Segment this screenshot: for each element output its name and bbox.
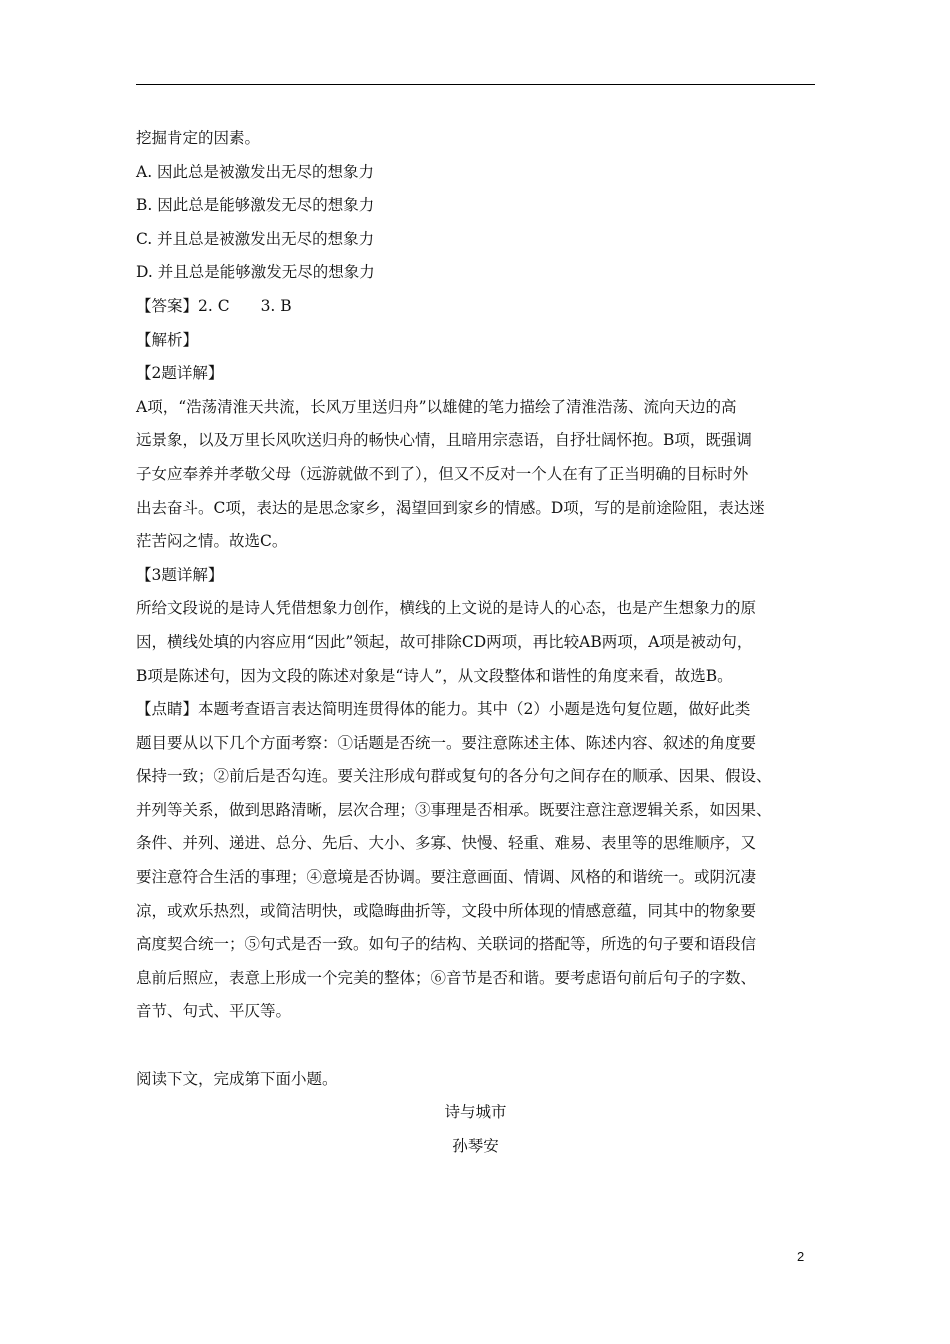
author-name: 孙琴安 <box>452 1136 499 1155</box>
text-line: 挖掘肯定的因素。 <box>136 129 261 147</box>
option-a: A. 因此总是被激发出无尽的想象力 <box>136 162 375 181</box>
text-line: 条件、并列、递进、总分、先后、大小、多寡、快慢、轻重、难易、表里等的思维顺序，又 <box>136 834 757 853</box>
text-line: 出去奋斗。C项，表达的是思念家乡，渴望回到家乡的情感。D项，写的是前途险阻，表达迷 <box>136 498 765 517</box>
option-b: B. 因此总是能够激发无尽的想象力 <box>136 196 375 215</box>
text-line: 茫苦闷之情。故选C。 <box>136 532 288 551</box>
text-line: A项，“浩荡清淮天共流，长风万里送归舟”以雄健的笔力描绘了清淮浩荡、流向天边的高 <box>136 397 737 416</box>
header-rule <box>136 84 815 85</box>
answer-line: 【答案】2. C 3. B <box>136 296 292 315</box>
option-c: C. 并且总是被激发出无尽的想象力 <box>136 229 375 248</box>
poem-title: 诗与城市 <box>444 1103 507 1122</box>
text-line: 因，横线处填的内容应用“因此”领起，故可排除CD两项，再比较AB两项，A项是被动句， <box>136 632 753 651</box>
text-line: 凉，或欢乐热烈，或简洁明快，或隐晦曲折等，文段中所体现的情感意蕴，同其中的物象要 <box>136 901 757 920</box>
text-line: 远景象，以及万里长风吹送归舟的畅快心情，且暗用宗悫语，自抒壮阔怀抱。B项，既强调 <box>136 431 752 450</box>
text-line: 题目要从以下几个方面考察：①话题是否统一。要注意陈述主体、陈述内容、叙述的角度要 <box>136 733 757 752</box>
text-line: 所给文段说的是诗人凭借想象力创作，横线的上文说的是诗人的心态，也是产生想象力的原 <box>136 599 757 618</box>
text-line: 息前后照应，表意上形成一个完美的整体；⑥音节是否和谐。要考虑语句前后句子的字数、 <box>136 968 757 987</box>
q3-heading: 【3题详解】 <box>136 565 224 584</box>
text-line: 保持一致；②前后是否勾连。要关注形成句群或复句的各分句之间存在的顺承、因果、假设、 <box>136 767 772 786</box>
document-body <box>136 122 826 1163</box>
spacer <box>136 1029 826 1063</box>
text-line: 高度契合统一；⑤句式是否一致。如句子的结构、关联词的搭配等，所选的句子要和语段信 <box>136 935 757 954</box>
text-line: 并列等关系，做到思路清晰，层次合理；③事理是否相承。既要注意注意逻辑关系，如因果、 <box>136 800 772 819</box>
text-line: 子女应奉养并孝敬父母（远游就做不到了），但又不反对一个人在有了正当明确的目标时外 <box>136 464 749 483</box>
page-number: 2 <box>797 1249 805 1264</box>
text-line: 要注意符合生活的事理；④意境是否协调。要注意画面、情调、风格的和谐统一。或阴沉凄 <box>136 868 757 887</box>
instruction-line: 阅读下文，完成第下面小题。 <box>136 1069 338 1088</box>
text-line: B项是陈述句，因为文段的陈述对象是“诗人”，从文段整体和谐性的角度来看，故选B。 <box>136 666 733 685</box>
tips-line: 【点睛】本题考查语言表达简明连贯得体的能力。其中（2）小题是选句复位题，做好此类 <box>136 700 751 719</box>
text-line: 音节、句式、平仄等。 <box>136 1002 292 1021</box>
q2-heading: 【2题详解】 <box>136 364 224 383</box>
analysis-heading: 【解析】 <box>136 330 199 349</box>
option-d: D. 并且总是能够激发无尽的想象力 <box>136 263 375 282</box>
